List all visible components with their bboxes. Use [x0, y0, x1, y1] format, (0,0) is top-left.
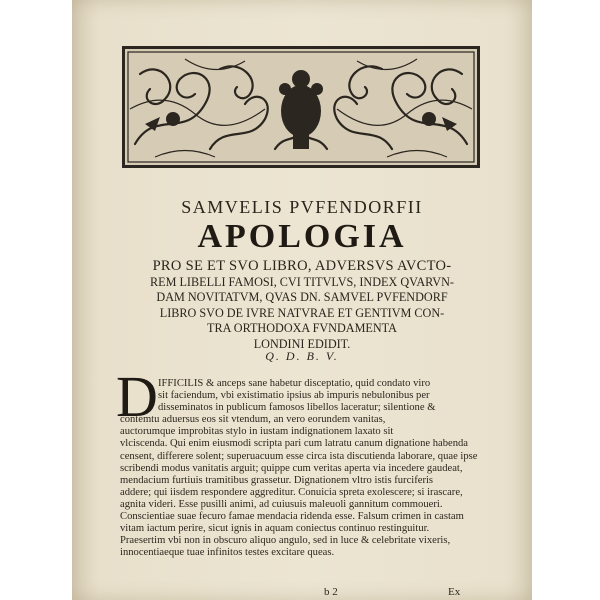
text-line: sit faciendum, vbi existimatio ipsius ab impuris nebulonibus per — [158, 390, 430, 402]
subtitle-line: DAM NOVITATVM, QVAS DN. SAMVEL PVFENDORF — [156, 290, 448, 304]
author-heading: SAMVELIS PVFENDORFII — [181, 197, 423, 217]
catchword: Ex — [448, 586, 461, 598]
decorative-headpiece-ornament — [122, 46, 480, 168]
subtitle-line: PRO SE ET SVO LIBRO, ADVERSVS AVCTO- — [152, 258, 452, 274]
drop-capital: D — [116, 364, 158, 429]
text-line: Conscientiae suae fecuro famae mendacia ridenda esse. Falsum crimen in castam — [120, 511, 464, 523]
subtitle-line: LIBRO SVO DE IVRE NATVRAE ET GENTIVM CON- — [159, 305, 445, 320]
text-line: agnita videri. Esse pusilli animi, ad cuiusuis maleuoli gannitum commoueri. — [120, 498, 443, 510]
subtitle-line: REM LIBELLI FAMOSI, CVI TITVLVS, INDEX QVARVN- — [150, 274, 454, 289]
text-line: vitam iactum perire, sicut ignis in aquam coniectus continuo restinguitur. — [120, 523, 430, 535]
subtitle-line: TRA ORTHODOXA FVNDAMENTA — [207, 321, 397, 335]
text-line: vlciscenda. Qui enim eiusmodi scripta pari cum latratu canum dignatione habenda — [120, 438, 469, 450]
page-title: APOLOGIA — [197, 218, 407, 255]
book-page — [72, 0, 532, 600]
text-line: innocentiaeque tuae infinitos testes excitare queas. — [120, 547, 335, 559]
text-line: scribendi modus vanitatis arguit; quippe cum veritas aperta via incedere gaudeat, — [120, 462, 463, 474]
text-line: censent, differere solent; superuacuum esse circa ista discutienda laborare, quae ipse — [120, 450, 478, 462]
invocation-abbreviation: Q. D. B. V. — [265, 349, 339, 363]
text-line: addere; qui iisdem respondere aggreditur. Conuicia spreta exolescere; si irascare, — [120, 486, 463, 498]
subtitle-block — [130, 259, 474, 352]
text-line: disseminatos in publicum famosos libellos laceratur; silentione & — [158, 402, 436, 414]
subtitle-line: LONDINI EDIDIT. — [253, 336, 351, 351]
body-paragraph — [120, 378, 530, 559]
text-line: IFFICILIS & anceps sane habetur disceptatio, quid condato viro — [158, 378, 431, 389]
text-line: contemtu aduersus eos sit vtendum, an vero eorundem vanitas, — [120, 414, 386, 426]
signature-mark: b 2 — [324, 586, 338, 598]
text-line: auctorumque improbitas stylo in iustam indignationem laxato sit — [120, 426, 394, 438]
text-line: Praesertim vbi non in obscuro aliquo angulo, sed in luce & celebritate vixeris, — [120, 535, 451, 547]
text-line: mendacium furtiuis tramitibus grassetur. Dignationem vltro istis furciferis — [120, 474, 434, 486]
